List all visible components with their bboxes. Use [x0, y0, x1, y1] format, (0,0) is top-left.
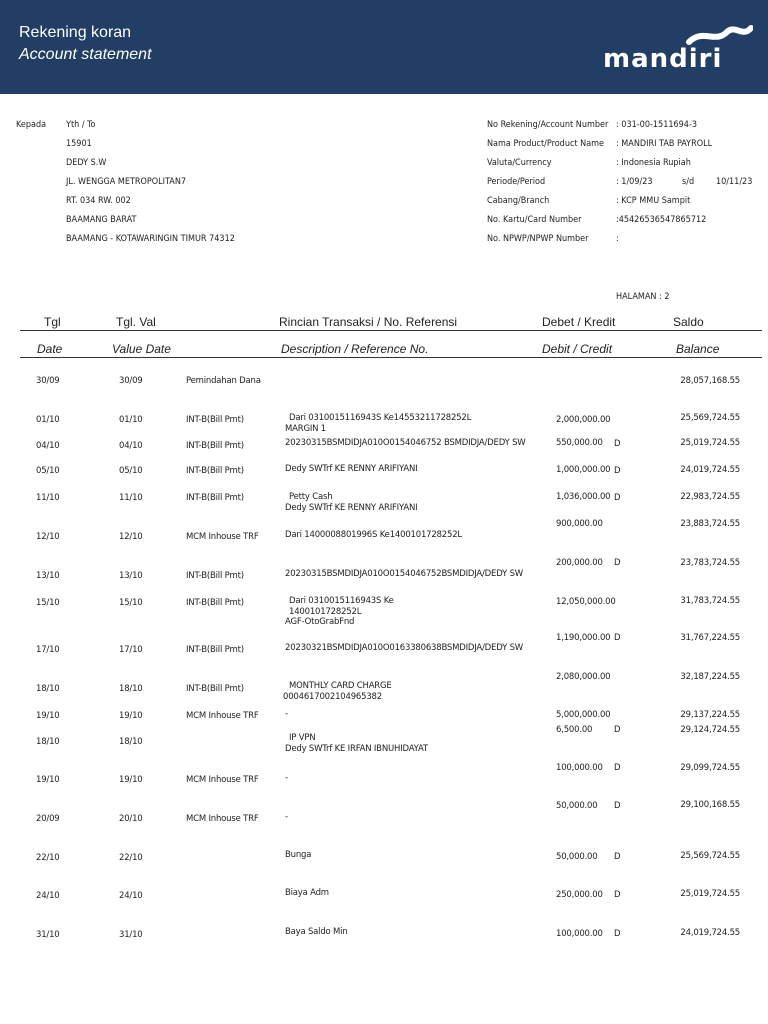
- row-description: IP VPN: [289, 733, 316, 743]
- recipient-line: DEDY S.W: [66, 158, 107, 168]
- row-dc: D: [614, 558, 621, 568]
- row-value-date: 22/10: [119, 853, 143, 863]
- card-number-value: :45426536547865712: [616, 215, 707, 225]
- row-balance: 23,883,724.55: [680, 519, 740, 529]
- row-type: Pemindahan Dana: [186, 376, 261, 386]
- row-type: INT-B(Bill Pmt): [186, 415, 244, 425]
- row-type: INT-B(Bill Pmt): [186, 493, 244, 503]
- account-number-value: : 031-00-1511694-3: [616, 120, 698, 130]
- row-balance: 23,783,724.55: [680, 558, 740, 568]
- row-description: MONTHLY CARD CHARGE: [289, 681, 392, 691]
- row-date: 30/09: [36, 376, 60, 386]
- recipient-line: 15901: [66, 139, 92, 149]
- row-value-date: 11/10: [119, 493, 143, 503]
- row-date: 15/10: [36, 598, 60, 608]
- col-date: Date: [37, 342, 63, 356]
- product-name-label: Nama Product/Product Name: [487, 139, 605, 149]
- row-amount: 550,000.00: [556, 438, 603, 448]
- row-description: -: [285, 709, 288, 719]
- row-date: 22/10: [36, 853, 60, 863]
- recipient-line: BAAMANG - KOTAWARINGIN TIMUR 74312: [66, 234, 235, 244]
- row-description: 20230315BSMDIDJA010O0154046752 BSMDIDJA/DEDY SW: [285, 438, 526, 448]
- recipient-line: BAAMANG BARAT: [66, 215, 137, 225]
- statement-header: [0, 0, 768, 94]
- col-debet-kredit: Debet / Kredit: [542, 315, 616, 329]
- row-amount: 50,000.00: [556, 801, 598, 811]
- row-description: Dari 0310015116943S Ke: [289, 596, 394, 606]
- period-label: Periode/Period: [487, 177, 546, 187]
- row-value-date: 01/10: [119, 415, 143, 425]
- row-value-date: 05/10: [119, 466, 143, 476]
- row-amount: 12,050,000.00: [556, 597, 616, 607]
- recipient-line: Yth / To: [66, 120, 96, 130]
- row-balance: 32,187,224.55: [680, 672, 740, 682]
- row-dc: D: [614, 929, 621, 939]
- row-type: INT-B(Bill Pmt): [186, 684, 244, 694]
- period-sd: s/d: [682, 177, 695, 187]
- row-date: 31/10: [36, 930, 60, 940]
- mandiri-logo: [603, 24, 753, 76]
- row-dc: D: [614, 890, 621, 900]
- row-dc: D: [614, 801, 621, 811]
- row-dc: D: [614, 439, 621, 449]
- row-value-date: 17/10: [119, 645, 143, 655]
- row-date: 19/10: [36, 775, 60, 785]
- row-description: 20230321BSMDIDJA010O0163380638BSMDIDJA/DEDY SW: [285, 643, 523, 653]
- row-value-date: 13/10: [119, 571, 143, 581]
- row-description: Dari 0310015116943S Ke14553211728252L: [289, 413, 472, 423]
- row-value-date: 15/10: [119, 598, 143, 608]
- recipient-line: JL. WENGGA METROPOLITAN7: [66, 177, 187, 187]
- row-amount: 200,000.00: [556, 558, 603, 568]
- row-date: 24/10: [36, 891, 60, 901]
- row-type: MCM Inhouse TRF: [186, 711, 259, 721]
- branch-value: : KCP MMU Sampit: [616, 196, 691, 206]
- row-description: 20230315BSMDIDJA010O0154046752BSMDIDJA/DEDY SW: [285, 569, 523, 579]
- row-value-date: 24/10: [119, 891, 143, 901]
- row-balance: 25,569,724.55: [680, 851, 740, 861]
- row-date: 18/10: [36, 737, 60, 747]
- row-balance: 31,783,724.55: [680, 596, 740, 606]
- row-date: 13/10: [36, 571, 60, 581]
- row-type: MCM Inhouse TRF: [186, 814, 259, 824]
- col-value-date: Value Date: [112, 342, 171, 356]
- row-description: Dedy SWTrf KE IRFAN IBNUHIDAYAT: [285, 744, 428, 754]
- currency-value: : Indonesia Rupiah: [616, 158, 691, 168]
- header-rule-top: [20, 330, 762, 331]
- account-number-label: No Rekening/Account Number: [487, 120, 609, 130]
- product-name-value: : MANDIRI TAB PAYROLL: [616, 139, 713, 149]
- row-dc: D: [614, 493, 621, 503]
- col-balance: Balance: [676, 342, 720, 356]
- row-dc: D: [614, 633, 621, 643]
- col-debit-credit: Debit / Credit: [542, 342, 613, 356]
- row-date: 20/09: [36, 814, 60, 824]
- col-tgl-val: Tgl. Val: [116, 315, 156, 329]
- row-date: 17/10: [36, 645, 60, 655]
- row-value-date: 30/09: [119, 376, 143, 386]
- row-amount: 1,036,000.00: [556, 492, 611, 502]
- row-balance: 29,100,168.55: [680, 800, 740, 810]
- row-type: INT-B(Bill Pmt): [186, 645, 244, 655]
- row-description: Biaya Adm: [285, 888, 329, 898]
- row-amount: 900,000.00: [556, 519, 603, 529]
- header-rule-bottom: [20, 357, 762, 358]
- row-dc: D: [614, 725, 621, 735]
- logo-wave-icon: [603, 24, 753, 46]
- row-type: INT-B(Bill Pmt): [186, 571, 244, 581]
- row-balance: 25,019,724.55: [680, 889, 740, 899]
- row-description: -: [285, 773, 288, 783]
- row-balance: 31,767,224.55: [680, 633, 740, 643]
- row-description: AGF-OtoGrabFnd: [285, 617, 355, 627]
- recipient-line: RT. 034 RW. 002: [66, 196, 131, 206]
- row-amount: 5,000,000.00: [556, 710, 611, 720]
- row-description: -: [285, 812, 288, 822]
- row-type: MCM Inhouse TRF: [186, 532, 259, 542]
- row-date: 11/10: [36, 493, 60, 503]
- row-balance: 29,137,224.55: [680, 710, 740, 720]
- row-dc: D: [614, 852, 621, 862]
- row-description: 0004617002104965382: [283, 692, 382, 702]
- row-date: 01/10: [36, 415, 60, 425]
- title-indonesian: Rekening koran: [19, 24, 132, 41]
- row-type: INT-B(Bill Pmt): [186, 598, 244, 608]
- row-value-date: 19/10: [119, 775, 143, 785]
- row-value-date: 18/10: [119, 737, 143, 747]
- period-end: 10/11/23: [716, 177, 753, 187]
- col-saldo: Saldo: [673, 315, 704, 329]
- row-balance: 29,124,724.55: [680, 725, 740, 735]
- title-english: Account statement: [19, 46, 152, 63]
- brand-name: mandiri: [603, 44, 723, 74]
- row-amount: 250,000.00: [556, 890, 603, 900]
- row-description: MARGIN 1: [285, 424, 327, 434]
- row-description: Dedy SWTrf KE RENNY ARIFIYANI: [285, 464, 418, 474]
- row-value-date: 12/10: [119, 532, 143, 542]
- row-amount: 2,080,000.00: [556, 672, 611, 682]
- row-balance: 25,019,724.55: [680, 438, 740, 448]
- npwp-value: :: [616, 234, 619, 244]
- recipient-label: Kepada: [16, 120, 47, 130]
- row-date: 05/10: [36, 466, 60, 476]
- row-date: 12/10: [36, 532, 60, 542]
- row-balance: 29,099,724.55: [680, 763, 740, 773]
- row-date: 18/10: [36, 684, 60, 694]
- row-value-date: 31/10: [119, 930, 143, 940]
- branch-label: Cabang/Branch: [487, 196, 550, 206]
- row-type: INT-B(Bill Pmt): [186, 466, 244, 476]
- row-dc: D: [614, 466, 621, 476]
- col-description: Description / Reference No.: [281, 342, 429, 356]
- row-value-date: 18/10: [119, 684, 143, 694]
- row-value-date: 20/10: [119, 814, 143, 824]
- row-description: Dedy SWTrf KE RENNY ARIFIYANI: [285, 503, 418, 513]
- row-amount: 1,190,000.00: [556, 633, 611, 643]
- npwp-label: No. NPWP/NPWP Number: [487, 234, 589, 244]
- row-date: 19/10: [36, 711, 60, 721]
- card-number-label: No. Kartu/Card Number: [487, 215, 582, 225]
- row-date: 04/10: [36, 441, 60, 451]
- row-description: Bunga: [285, 850, 312, 860]
- row-amount: 6,500.00: [556, 725, 593, 735]
- row-description: 1400101728252L: [289, 607, 362, 617]
- row-balance: 22,983,724.55: [680, 492, 740, 502]
- row-description: Dari 1400008801996S Ke1400101728252L: [285, 530, 462, 540]
- row-value-date: 19/10: [119, 711, 143, 721]
- row-amount: 50,000.00: [556, 852, 598, 862]
- row-balance: 24,019,724.55: [680, 465, 740, 475]
- row-amount: 1,000,000.00: [556, 465, 611, 475]
- row-type: MCM Inhouse TRF: [186, 775, 259, 785]
- page-number: HALAMAN : 2: [616, 292, 670, 302]
- row-amount: 100,000.00: [556, 929, 603, 939]
- row-type: INT-B(Bill Pmt): [186, 441, 244, 451]
- row-value-date: 04/10: [119, 441, 143, 451]
- currency-label: Valuta/Currency: [487, 158, 552, 168]
- period-start: : 1/09/23: [616, 177, 653, 187]
- row-description: Petty Cash: [289, 492, 333, 502]
- row-balance: 28,057,168.55: [680, 376, 740, 386]
- row-description: Baya Saldo Min: [285, 927, 348, 937]
- col-rincian: Rincian Transaksi / No. Referensi: [279, 315, 458, 329]
- row-amount: 100,000.00: [556, 763, 603, 773]
- row-balance: 24,019,724.55: [680, 928, 740, 938]
- col-tgl: Tgl: [44, 315, 61, 329]
- row-balance: 25,569,724.55: [680, 413, 740, 423]
- row-amount: 2,000,000.00: [556, 415, 611, 425]
- row-dc: D: [614, 763, 621, 773]
